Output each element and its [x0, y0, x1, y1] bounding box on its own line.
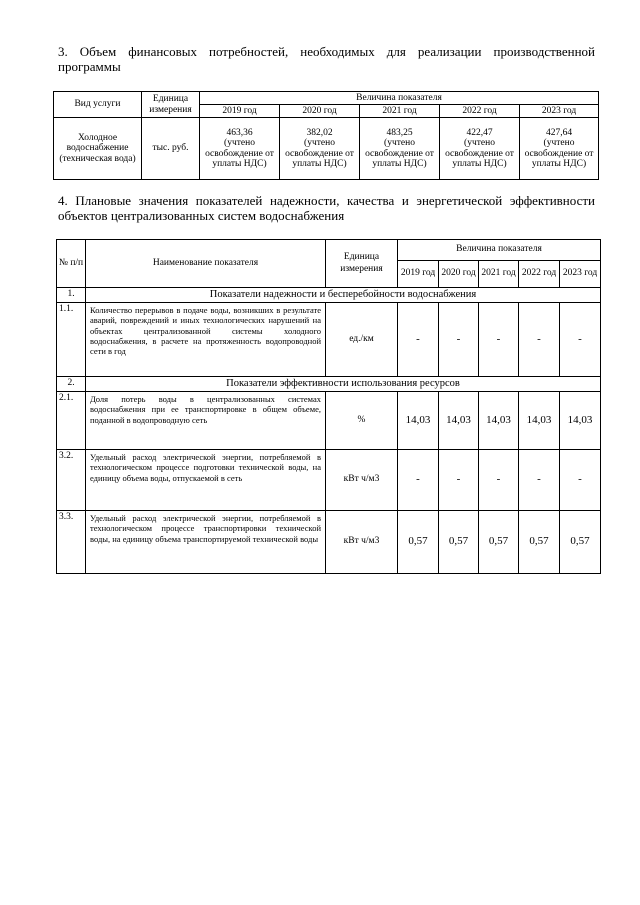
row-value: - [398, 450, 439, 511]
indicators-table [56, 239, 601, 574]
row-value: 14,03 [479, 392, 519, 450]
row-value: 0,57 [560, 511, 601, 574]
row-value: 14,03 [519, 392, 560, 450]
row-value: 0,57 [439, 511, 479, 574]
row-value: - [439, 450, 479, 511]
row-value: - [439, 303, 479, 377]
value-cell [280, 118, 360, 180]
section-row [57, 288, 601, 303]
row-unit: кВт ч/м3 [326, 511, 398, 574]
row-name: Удельный расход электрической энергии, потребляемой в технологическом процессе транспортировки технической воды, на единицу объема транспортируемой технической воды [86, 511, 326, 574]
row-name: Удельный расход электрической энергии, потребляемой в технологическом процессе подготовки технической воды, на единицу объема воды, отпускаемой в сеть [86, 450, 326, 511]
table-row [57, 511, 601, 574]
header-year: 2022 год [519, 261, 560, 288]
header-num: № п/п [57, 240, 86, 288]
row-unit: % [326, 392, 398, 450]
header-value: Величина показателя [398, 240, 601, 261]
row-num: 3.2. [57, 450, 86, 511]
value-amount: 483,25 [386, 127, 413, 138]
section-num: 2. [57, 377, 86, 392]
row-value: 14,03 [560, 392, 601, 450]
value-note: (учтено освобождение от уплаты НДС) [524, 138, 594, 169]
row-value: - [560, 303, 601, 377]
header-service: Вид услуги [54, 92, 142, 118]
section-row [57, 377, 601, 392]
header-year: 2023 год [520, 105, 599, 118]
unit-cell: тыс. руб. [142, 118, 200, 180]
row-unit: ед./км [326, 303, 398, 377]
header-year: 2019 год [200, 105, 280, 118]
value-cell [360, 118, 440, 180]
value-cell [200, 118, 280, 180]
header-year: 2023 год [560, 261, 601, 288]
row-value: - [519, 303, 560, 377]
row-value: 0,57 [398, 511, 439, 574]
row-value: 14,03 [439, 392, 479, 450]
row-value: - [479, 303, 519, 377]
section-4-heading: 4. Плановые значения показателей надежности, качества и энергетической эффективности объектов централизованных систем водоснабжения [58, 193, 595, 223]
header-year: 2020 год [280, 105, 360, 118]
section-num: 1. [57, 288, 86, 303]
header-name: Наименование показателя [86, 240, 326, 288]
header-year: 2020 год [439, 261, 479, 288]
row-unit: кВт ч/м3 [326, 450, 398, 511]
value-amount: 427,64 [545, 127, 573, 138]
financial-needs-table [53, 91, 599, 180]
header-value: Величина показателя [200, 92, 599, 105]
table-row [57, 303, 601, 377]
row-value: - [398, 303, 439, 377]
row-name: Доля потерь воды в централизованных системах водоснабжения при ее транспортировке в общем объеме, поданной в водопроводную сеть [86, 392, 326, 450]
value-note: (учтено освобождение от уплаты НДС) [205, 138, 274, 169]
value-note: (учтено освобождение от уплаты НДС) [285, 138, 354, 169]
section-title: Показатели надежности и бесперебойности водоснабжения [86, 288, 601, 303]
value-cell [520, 118, 599, 180]
table-row [57, 392, 601, 450]
service-name: Холодное водоснабжение (техническая вода) [54, 118, 142, 180]
row-value: 0,57 [519, 511, 560, 574]
value-amount: 463,36 [226, 127, 253, 138]
row-num: 3.3. [57, 511, 86, 574]
header-year: 2021 год [360, 105, 440, 118]
table-row [54, 118, 599, 180]
header-year: 2021 год [479, 261, 519, 288]
row-value: 0,57 [479, 511, 519, 574]
section-3-heading: 3. Объем финансовых потребностей, необходимых для реализации производственной программы [58, 44, 595, 74]
value-note: (учтено освобождение от уплаты НДС) [445, 138, 514, 169]
header-unit: Единица измерения [142, 92, 200, 118]
table-row [57, 450, 601, 511]
value-amount: 382,02 [306, 127, 333, 138]
row-value: - [479, 450, 519, 511]
value-cell [440, 118, 520, 180]
row-value: - [519, 450, 560, 511]
row-value: - [560, 450, 601, 511]
row-name: Количество перерывов в подаче воды, возникших в результате аварий, повреждений и иных технологических нарушений на объектах централизованной системы холодного водоснабжения, в расчете на протяженность водопроводной сети в год [86, 303, 326, 377]
row-num: 2.1. [57, 392, 86, 450]
value-note: (учтено освобождение от уплаты НДС) [365, 138, 434, 169]
header-year: 2019 год [398, 261, 439, 288]
row-value: 14,03 [398, 392, 439, 450]
header-unit: Единица измерения [326, 240, 398, 288]
header-year: 2022 год [440, 105, 520, 118]
row-num: 1.1. [57, 303, 86, 377]
section-title: Показатели эффективности использования ресурсов [86, 377, 601, 392]
value-amount: 422,47 [466, 127, 493, 138]
